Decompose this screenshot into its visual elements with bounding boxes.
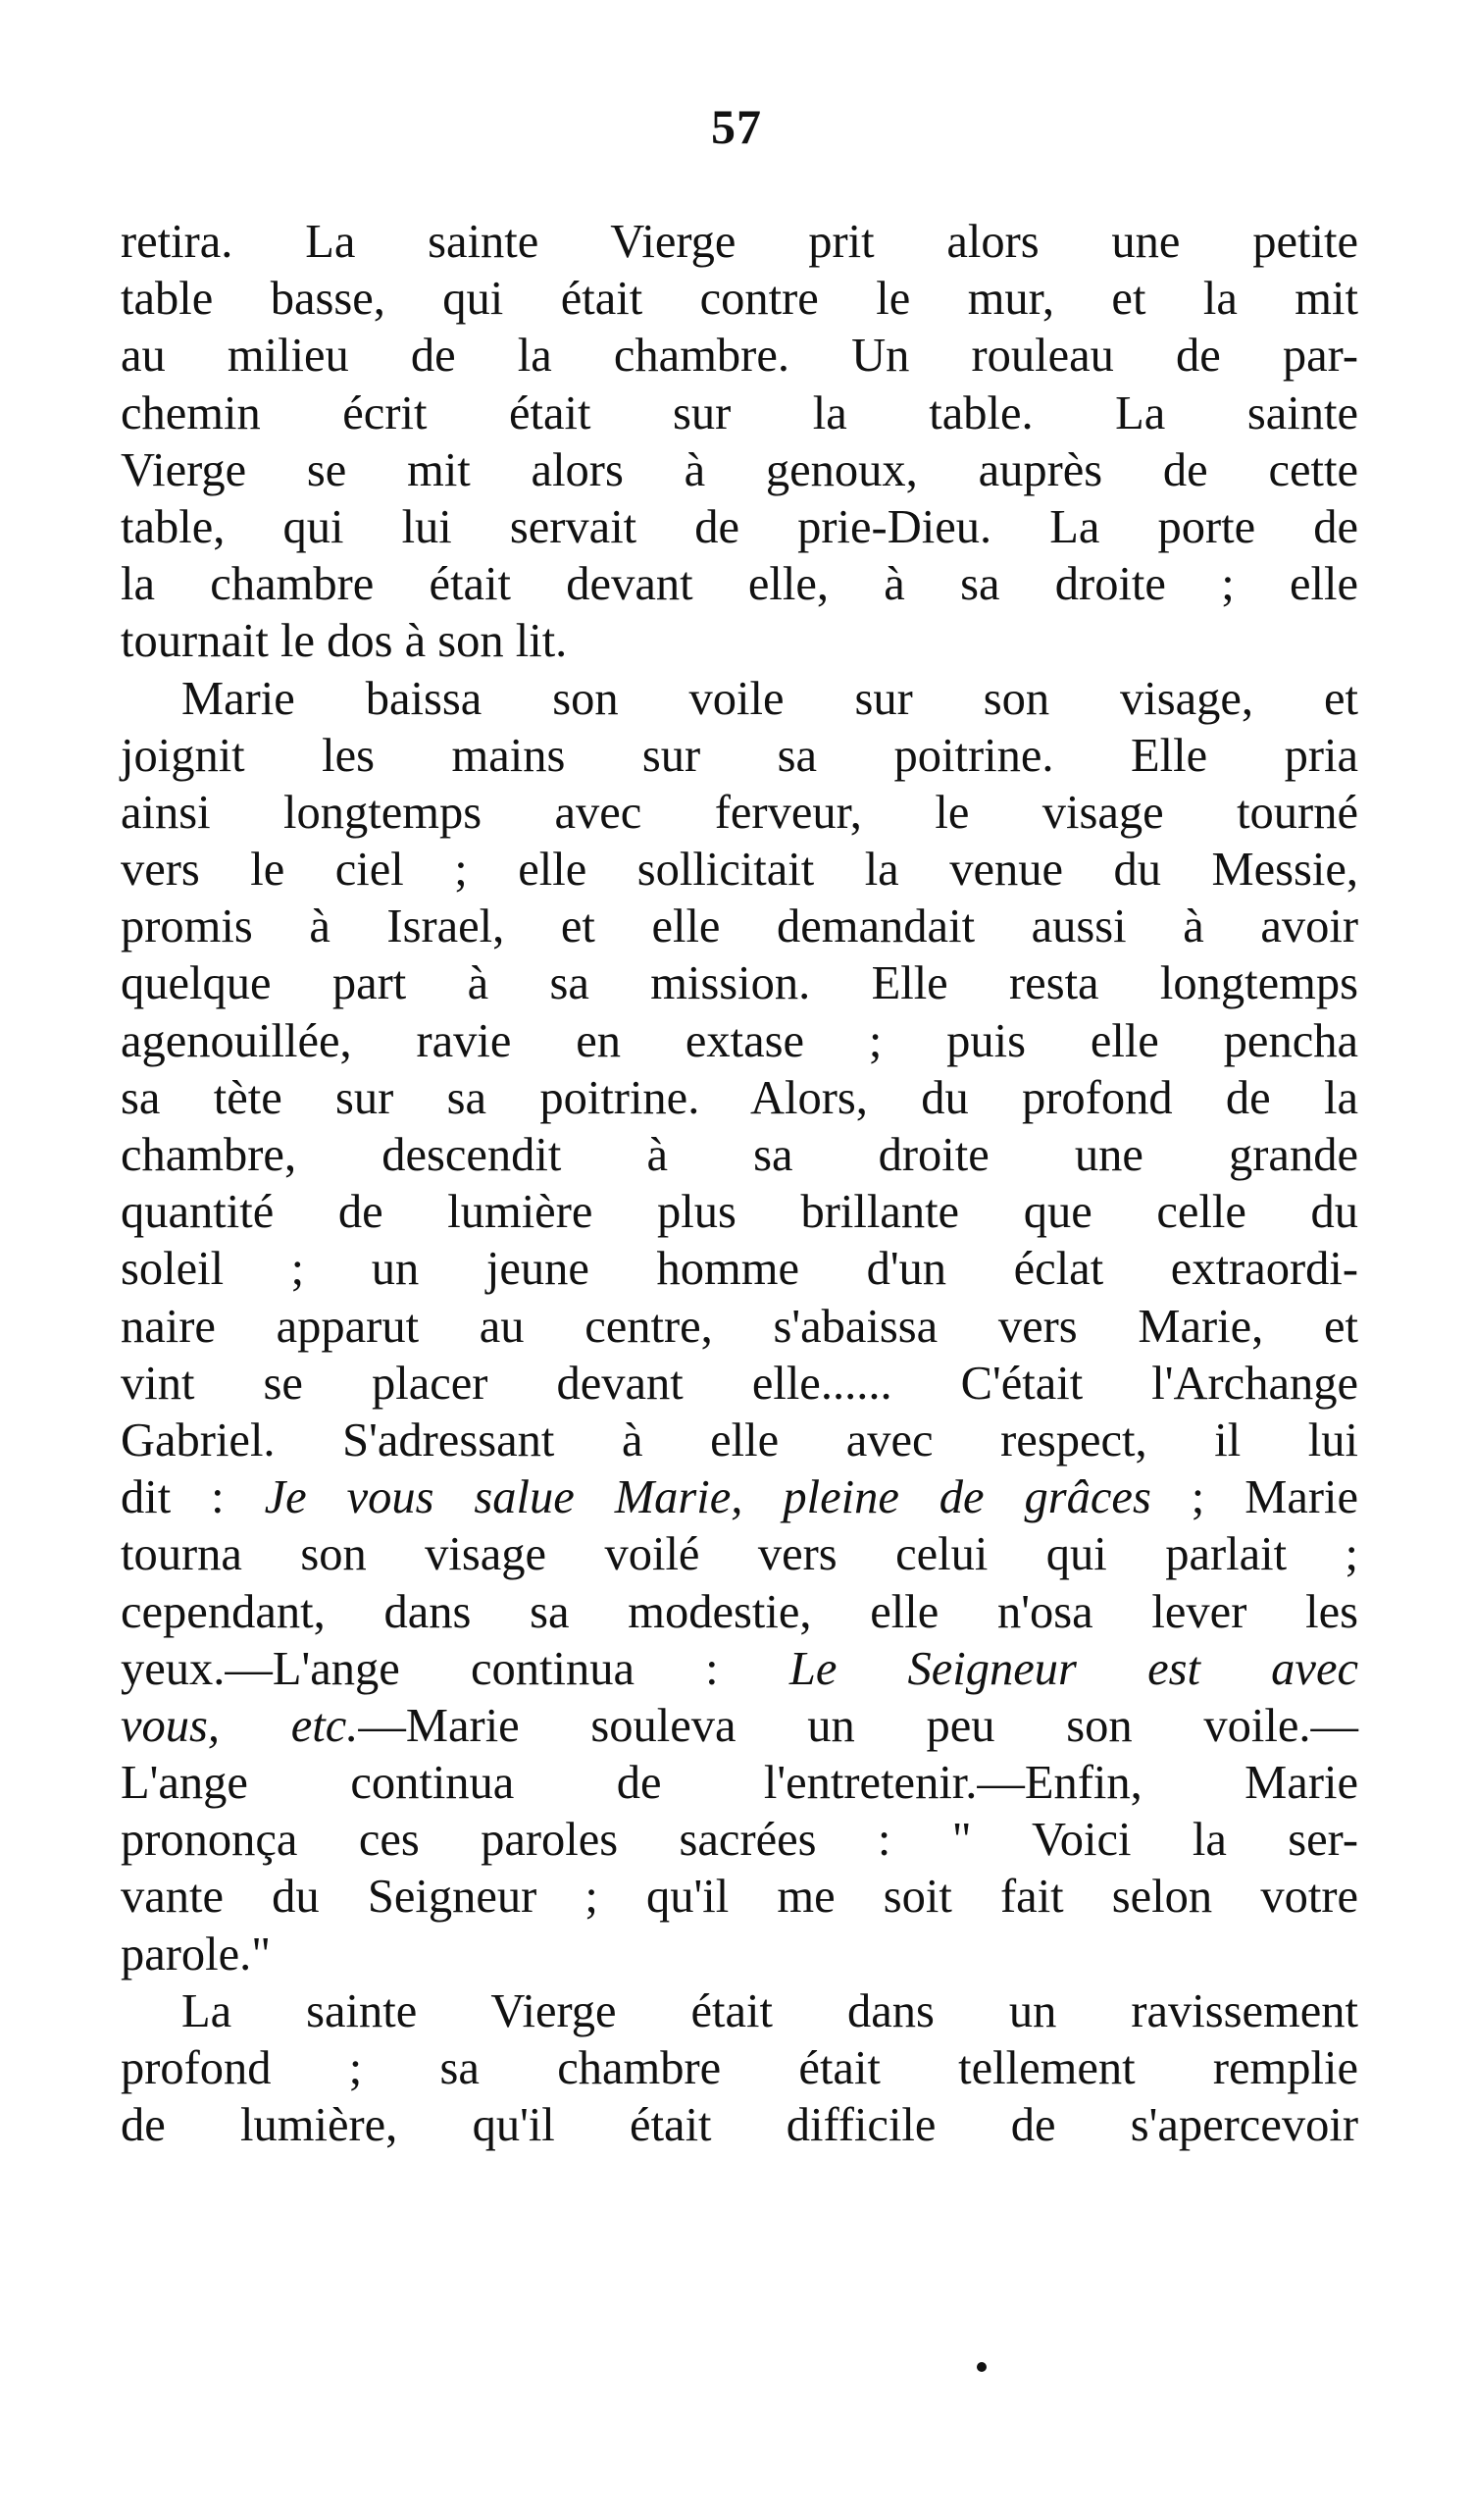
- text-line: joignit les mains sur sa poitrine. Elle pria: [121, 729, 1358, 782]
- text-line: tourna son visage voilé vers celui qui parlait ;: [121, 1528, 1358, 1581]
- text-line: vante du Seigneur ; qu'il me soit fait selon votre: [121, 1871, 1358, 1924]
- text-line: La sainte Vierge était dans un ravissement: [181, 1984, 1358, 2037]
- text-line: vers le ciel ; elle sollicitait la venue du Messie,: [121, 844, 1358, 897]
- page-number: 57: [711, 99, 762, 154]
- text-line: yeux.—L'ange continua : Le Seigneur est avec: [121, 1642, 1358, 1695]
- text-line: cependant, dans sa modestie, elle n'osa lever les: [121, 1585, 1358, 1638]
- text-line: profond ; sa chambre était tellement remplie: [121, 2042, 1358, 2094]
- text-line: promis à Israel, et elle demandait aussi à avoir: [121, 900, 1358, 953]
- text-line: naire apparut au centre, s'abaissa vers Marie, et: [121, 1300, 1358, 1353]
- text-line: vous, etc.—Marie souleva un peu son voile.—: [121, 1699, 1358, 1752]
- text-line: la chambre était devant elle, à sa droite ; elle: [121, 558, 1358, 611]
- text-line: dit : Je vous salue Marie, pleine de grâces ; Marie: [121, 1471, 1358, 1524]
- text-line: sa tète sur sa poitrine. Alors, du profond de la: [121, 1071, 1358, 1124]
- text-line: L'ange continua de l'entretenir.—Enfin, Marie: [121, 1757, 1358, 1810]
- text-line: chemin écrit était sur la table. La sainte: [121, 386, 1358, 439]
- text-line: soleil ; un jeune homme d'un éclat extraordi-: [121, 1243, 1358, 1296]
- text-line: quantité de lumière plus brillante que celle du: [121, 1186, 1358, 1239]
- text-line: chambre, descendit à sa droite une grande: [121, 1129, 1358, 1181]
- text-line: vint se placer devant elle...... C'était l'Archange: [121, 1357, 1358, 1410]
- text-line: table, qui lui servait de prie-Dieu. La porte de: [121, 500, 1358, 553]
- text-line: Vierge se mit alors à genoux, auprès de cette: [121, 443, 1358, 496]
- text-line: retira. La sainte Vierge prit alors une petite: [121, 216, 1358, 268]
- ink-speck: [977, 2362, 987, 2372]
- text-line: ainsi longtemps avec ferveur, le visage tourné: [121, 786, 1358, 839]
- text-line: Marie baissa son voile sur son visage, et: [181, 672, 1358, 725]
- text-line: tournait le dos à son lit.: [121, 615, 568, 668]
- text-line: de lumière, qu'il était difficile de s'apercevoir: [121, 2099, 1358, 2152]
- italic-text: vous, etc.: [121, 1699, 359, 1752]
- italic-text: Je vous salue Marie, pleine de grâces: [264, 1471, 1151, 1524]
- body-text: [121, 214, 1358, 2154]
- text-line: parole.": [121, 1928, 272, 1980]
- text-line: Gabriel. S'adressant à elle avec respect, il lui: [121, 1414, 1358, 1466]
- text-line: au milieu de la chambre. Un rouleau de par-: [121, 330, 1358, 383]
- text-line: prononça ces paroles sacrées : " Voici la ser-: [121, 1814, 1358, 1867]
- text-line: agenouillée, ravie en extase ; puis elle pencha: [121, 1014, 1358, 1067]
- italic-text: Le Seigneur est avec: [788, 1642, 1358, 1695]
- text-line: quelque part à sa mission. Elle resta longtemps: [121, 957, 1358, 1010]
- text-line: table basse, qui était contre le mur, et la mit: [121, 273, 1358, 326]
